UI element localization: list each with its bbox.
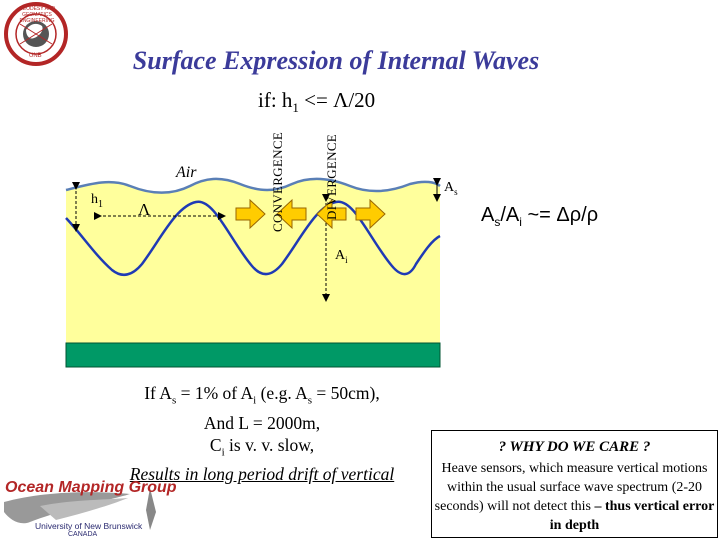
slide-condition: if: $h_1 <= \Lambda/20$ [258,88,376,116]
ai-label: $A_i$ [335,248,348,265]
seal-text: GEODESY AND GEOMATICS ENGINEERING [18,6,56,24]
conditions-line-1: If $A_s = 1\%$ of $A_i$ (e.g. $A_s = 50cm$), [144,383,380,407]
slide-title: Surface Expression of Internal Waves [132,46,540,75]
convergence-label: CONVERGENCE [270,131,285,232]
conditions-line-4: Results in long period drift of vertical [129,464,395,484]
air-label: Air [176,164,197,181]
sea-floor [66,343,440,367]
conditions-line-2: And L = 2000m, [203,412,321,433]
lambda-label: Λ [138,200,151,219]
ocean-mapping-group-label: Ocean Mapping Group [5,479,177,496]
why-we-care-box [431,430,718,538]
divergence-label: DIVERGENCE [324,133,339,220]
conditions-text [92,382,432,485]
seal-bottom-text: UNB [29,53,42,59]
as-label: $A_s$ [444,180,458,197]
amplitude-ratio-equation: $A_s/A_i$ ~= Δρ/ρ [481,204,599,229]
country-label: CANADA [68,531,98,538]
university-label: University of New Brunswick [35,521,143,531]
h1-label: $h_1$ [91,192,103,210]
why-heading: ? WHY DO WE CARE ? [498,439,651,455]
conditions-line-3: $C_i$ is v. v. slow, [209,434,315,458]
why-body: Heave sensors, which measure vertical motions within the usual surface wave spectrum (2-20 seconds) will not detect this – thus vertical error in depth [434,461,715,533]
